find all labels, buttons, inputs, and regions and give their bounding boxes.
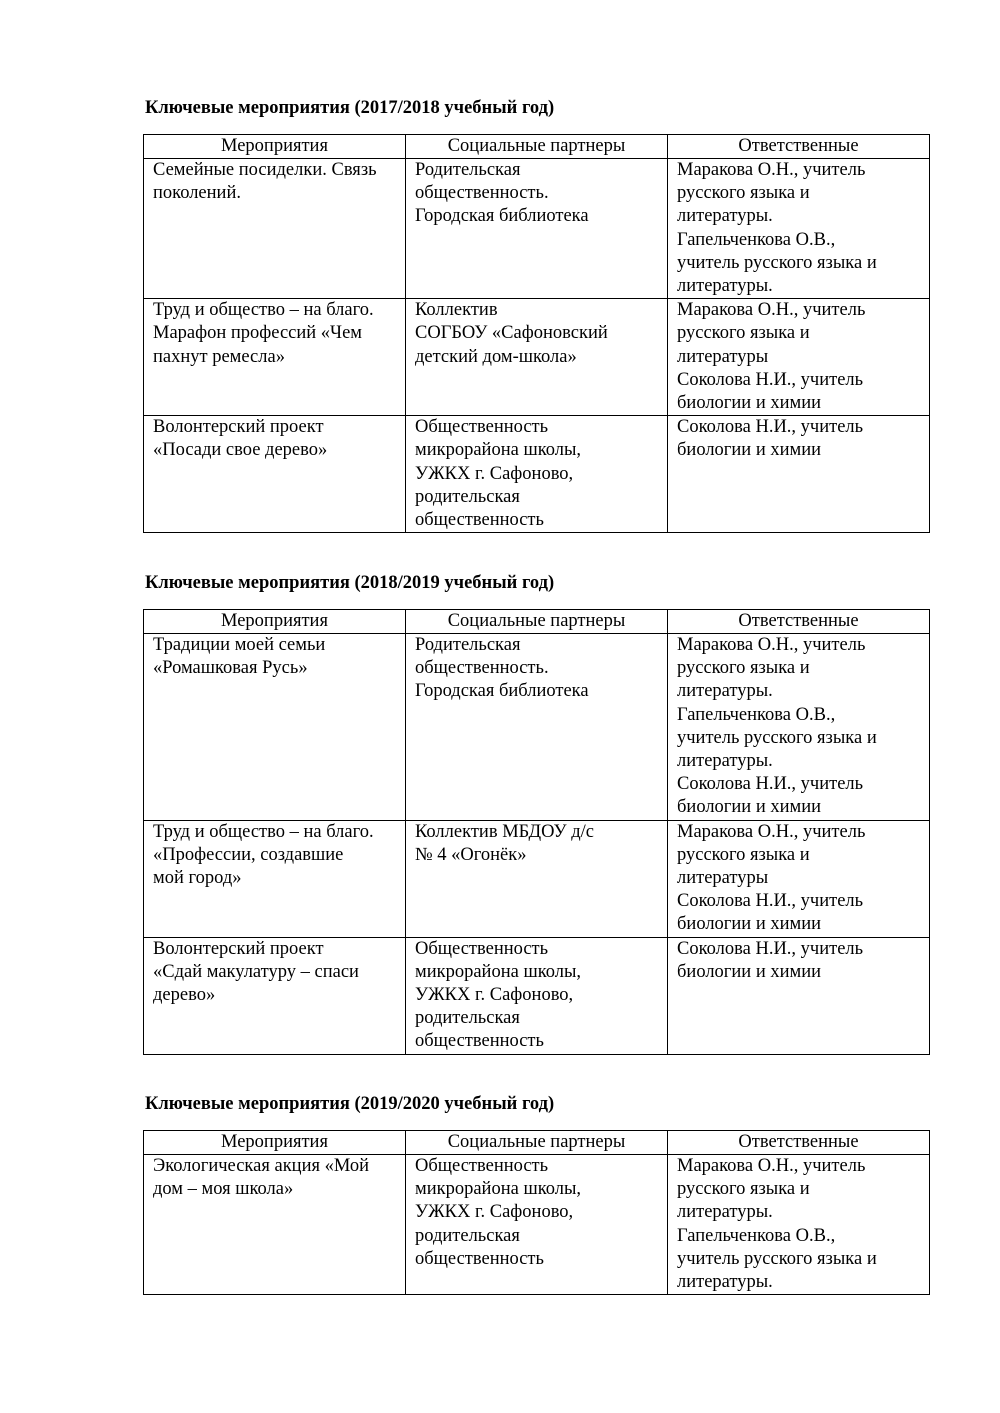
responsible-cell: Маракова О.Н., учитель русского языка и литературы Соколова Н.И., учитель биологии и химии — [668, 299, 930, 416]
events-table — [143, 1130, 930, 1295]
partners-cell: Родительская общественность. Городская библиотека — [406, 634, 668, 821]
partners-cell: Общественность микрорайона школы, УЖКХ г. Сафоново, родительская общественность — [406, 416, 668, 533]
responsible-cell: Маракова О.Н., учитель русского языка и литературы. Гапельченкова О.В., учитель русского языка и литературы. — [668, 1155, 930, 1295]
event-cell: Семейные посиделки. Связь поколений. — [144, 159, 406, 299]
partners-cell: Общественность микрорайона школы, УЖКХ г. Сафоново, родительская общественность — [406, 1155, 668, 1295]
table-header-row — [144, 135, 930, 159]
table-header-row — [144, 1131, 930, 1155]
responsible-cell: Соколова Н.И., учитель биологии и химии — [668, 416, 930, 533]
event-cell: Волонтерский проект «Сдай макулатуру – спаси дерево» — [144, 937, 406, 1054]
event-cell: Волонтерский проект «Посади свое дерево» — [144, 416, 406, 533]
partners-cell: Коллектив МБДОУ д/с № 4 «Огонёк» — [406, 820, 668, 937]
column-header-responsible: Ответственные — [668, 135, 930, 159]
partners-cell: Коллектив СОГБОУ «Сафоновский детский дом-школа» — [406, 299, 668, 416]
table-row — [144, 937, 930, 1054]
event-cell: Традиции моей семьи «Ромашковая Русь» — [144, 634, 406, 821]
column-header-responsible: Ответственные — [668, 1131, 930, 1155]
column-header-partners: Социальные партнеры — [406, 1131, 668, 1155]
table-row — [144, 416, 930, 533]
column-header-partners: Социальные партнеры — [406, 610, 668, 634]
partners-cell: Родительская общественность. Городская библиотека — [406, 159, 668, 299]
events-table — [143, 134, 930, 533]
events-table — [143, 609, 930, 1055]
table-row — [144, 299, 930, 416]
event-cell: Труд и общество – на благо. «Профессии, создавшие мой город» — [144, 820, 406, 937]
responsible-cell: Маракова О.Н., учитель русского языка и литературы Соколова Н.И., учитель биологии и химии — [668, 820, 930, 937]
table-row — [144, 159, 930, 299]
event-cell: Экологическая акция «Мой дом – моя школа» — [144, 1155, 406, 1295]
event-cell: Труд и общество – на благо. Марафон профессий «Чем пахнут ремесла» — [144, 299, 406, 416]
responsible-cell: Соколова Н.И., учитель биологии и химии — [668, 937, 930, 1054]
table-row — [144, 820, 930, 937]
section-title: Ключевые мероприятия (2017/2018 учебный год) — [145, 98, 555, 118]
partners-cell: Общественность микрорайона школы, УЖКХ г. Сафоново, родительская общественность — [406, 937, 668, 1054]
column-header-responsible: Ответственные — [668, 610, 930, 634]
table-row — [144, 634, 930, 821]
table-row — [144, 1155, 930, 1295]
section-title: Ключевые мероприятия (2018/2019 учебный год) — [145, 573, 555, 593]
column-header-events: Мероприятия — [144, 135, 406, 159]
section-title: Ключевые мероприятия (2019/2020 учебный год) — [145, 1094, 555, 1114]
table-header-row — [144, 610, 930, 634]
column-header-partners: Социальные партнеры — [406, 135, 668, 159]
column-header-events: Мероприятия — [144, 610, 406, 634]
responsible-cell: Маракова О.Н., учитель русского языка и литературы. Гапельченкова О.В., учитель русского языка и литературы. — [668, 159, 930, 299]
column-header-events: Мероприятия — [144, 1131, 406, 1155]
responsible-cell: Маракова О.Н., учитель русского языка и литературы. Гапельченкова О.В., учитель русского языка и литературы. Соколова Н.И., учитель биологии и химии — [668, 634, 930, 821]
